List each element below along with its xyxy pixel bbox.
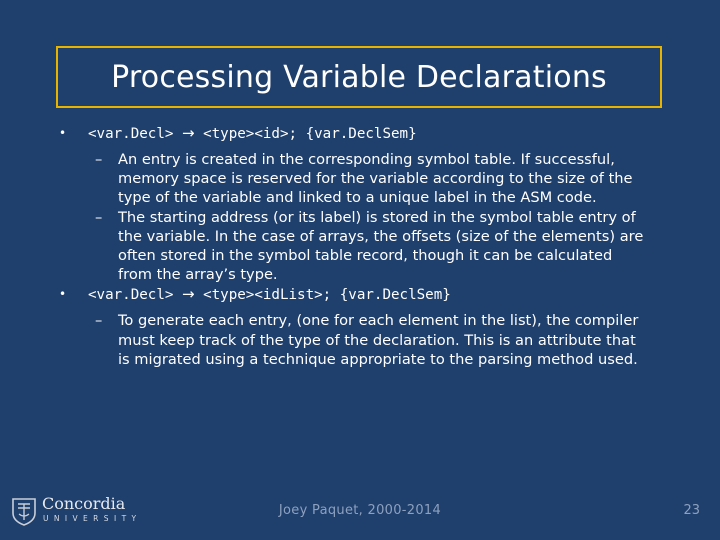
grammar-rhs: <type><idList>; {var.DeclSem} xyxy=(203,287,451,304)
sub-bullet-text: An entry is created in the corresponding symbol table. If successful, memory space is reserved for the variable according to the size of the type of the variable and linked to a unique label in the ASM code. xyxy=(118,151,633,207)
bullet-1 xyxy=(56,123,666,144)
sub-bullet-dash: – xyxy=(95,151,103,168)
grammar-rhs: <type><id>; {var.DeclSem} xyxy=(203,126,417,142)
footer-author: Joey Paquet, 2000-2014 xyxy=(278,503,442,518)
sub-bullet-text: The starting address (or its label) is stored in the symbol table entry of the variable. In the case of arrays, the offsets (size of the elements) are often stored in the symbol table record, though it can be calculated from the array’s type. xyxy=(118,208,644,284)
sub-bullet-1-1 xyxy=(56,150,648,208)
sub-bullet-2-1 xyxy=(56,311,648,369)
grammar-lhs: <var.Decl> xyxy=(88,287,174,304)
sub-bullet-dash: – xyxy=(95,208,103,226)
arrow-icon: → xyxy=(181,124,195,142)
bullet-2 xyxy=(56,284,666,305)
sub-bullet-dash: – xyxy=(95,312,103,330)
slide-content xyxy=(56,123,666,369)
sub-bullet-1-2 xyxy=(56,208,648,285)
logo-name: Concordia xyxy=(42,494,126,513)
slide-title: Processing Variable Declarations xyxy=(111,59,607,95)
grammar-lhs: <var.Decl> xyxy=(88,126,174,142)
title-frame xyxy=(56,46,662,108)
page-number: 23 xyxy=(683,503,700,518)
sub-bullet-text: To generate each entry, (one for each element in the list), the compiler must keep track of the type of the declaration. This is an attribute that is migrated using a technique appropriate to the parsing method used. xyxy=(118,312,639,368)
logo-subtitle: UNIVERSITY xyxy=(43,514,142,523)
bullet-dot: • xyxy=(59,287,67,302)
bullet-dot: • xyxy=(59,126,67,140)
arrow-icon: → xyxy=(181,285,195,304)
